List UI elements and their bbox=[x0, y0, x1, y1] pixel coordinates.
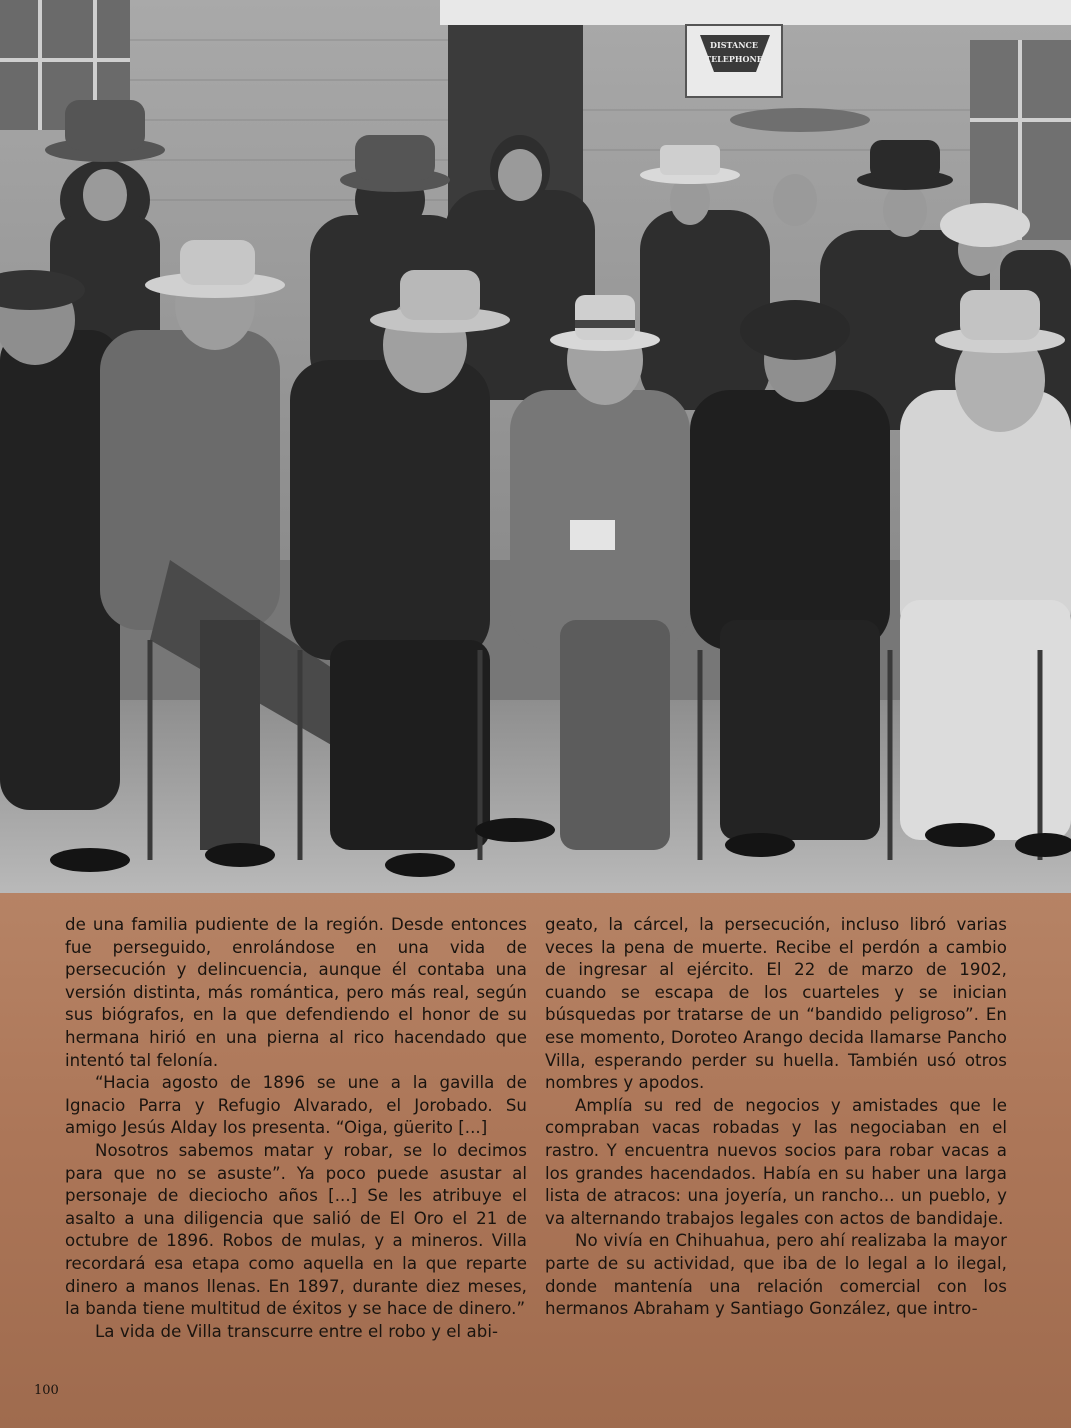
paragraph: geato, la cárcel, la persecución, incluso libró varias veces la pena de muerte. Recibe el perdón a cambio de ingresar al ejército. El 22 de marzo de 1902, cuando se escapa de los cuarteles y se inician búsquedas por tratarse de un “bandido peligroso”. En ese momento, Doroteo Arango decida llamarse Pancho Villa, esperando perder su huella. También usó otros nombres y apodos. bbox=[545, 915, 1007, 1093]
page-number: 100 bbox=[34, 1383, 59, 1398]
right-column bbox=[545, 914, 1007, 1384]
paragraph: Amplía su red de negocios y amistades que le compraban vacas robadas y las negociaban en el rastro. Y encuentra nuevos socios para robar vacas a los grandes hacendados. Había en su haber una larga lista de atracos: una joyería, un rancho... un pueblo, y va alternando trabajos legales con actos de bandidaje. bbox=[545, 1095, 1007, 1228]
left-column bbox=[65, 914, 527, 1384]
sign-line1: DISTANCE bbox=[710, 40, 758, 50]
paragraph: La vida de Villa transcurre entre el robo y el abi- bbox=[95, 1321, 499, 1341]
paragraph: No vivía en Chihuahua, pero ahí realizaba la mayor parte de su actividad, que iba de lo legal a lo ilegal, donde mantenía una relación comercial con los hermanos Abraham y Santiago González, que intro- bbox=[545, 1231, 1007, 1319]
article-body bbox=[65, 914, 1007, 1384]
sign-line2: TELEPHONE bbox=[705, 54, 763, 64]
paragraph: de una familia pudiente de la región. Desde entonces fue perseguido, enrolándose en una vida de persecución y delincuencia, aunque él contaba una versión distinta, más romántica, pero más real, según sus biógrafos, en la que defendiendo el honor de su hermana hirió en una pierna al rico hacendado que intentó tal felonía. bbox=[65, 915, 527, 1070]
paragraph: “Hacia agosto de 1896 se une a la gavilla de Ignacio Parra y Refugio Alvarado, el Jorobado. Su amigo Jesús Alday los presenta. “Oiga, güerito [...] bbox=[65, 1073, 527, 1138]
paragraph: Nosotros sabemos matar y robar, se lo decimos para que no se asuste”. Ya poco puede asustar al personaje de dieciocho años [...] Se les atribuye el asalto a una diligencia que salió de El Oro el 21 de octubre de 1896. Robos de mulas, y a mineros. Villa recordará esa etapa como aquella en la que reparte dinero a manos llenas. En 1897, durante diez meses, la banda tiene multitud de éxitos y se hace de dinero.” bbox=[65, 1140, 527, 1319]
